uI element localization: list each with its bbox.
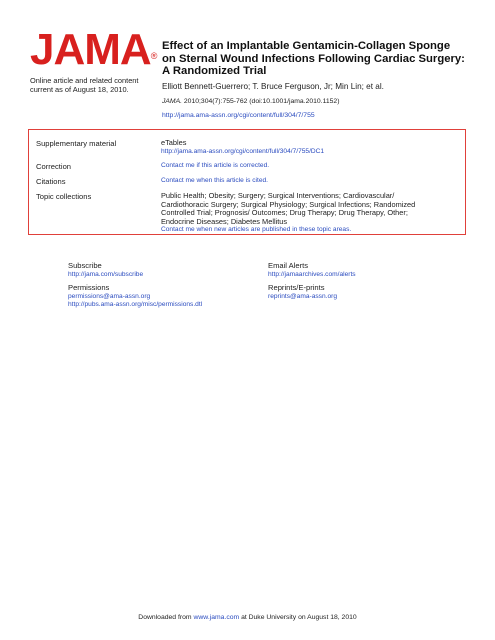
download-footer (0, 614, 495, 621)
footer-site-link[interactable]: www.jama.com (193, 614, 240, 621)
citations-link[interactable]: Contact me when this article is cited. (161, 177, 269, 184)
reprints-block (268, 284, 337, 301)
article-authors: Elliott Bennett-Guerrero; T. Bruce Ferguson, Jr; Min Lin; et al. (162, 82, 384, 91)
citations-body (161, 177, 461, 186)
email-alerts-label: Email Alerts (268, 261, 309, 270)
title-line: A Randomized Trial (162, 65, 267, 78)
registered-mark: ® (150, 51, 158, 61)
permissions-block (68, 284, 202, 309)
subscribe-link[interactable]: http://jama.com/subscribe (68, 270, 144, 278)
permissions-email-link[interactable]: permissions@ama-assn.org (68, 292, 151, 300)
topics-line: Cardiothoracic Surgery; Surgical Physiology; Surgical Infections; Randomized (161, 199, 416, 209)
article-info-box (28, 129, 466, 235)
footer-suffix: at Duke University on August 18, 2010 (241, 614, 357, 621)
topics-body (161, 192, 461, 235)
email-alerts-block (268, 262, 356, 279)
supplementary-title: eTables (161, 138, 187, 147)
subscribe-block (68, 262, 143, 279)
citation-details: 2010;304(7):755-762 (doi:10.1001/jama.2010.1152) (183, 98, 340, 105)
permissions-url-link[interactable]: http://pubs.ama-assn.org/misc/permissions.dtl (68, 301, 203, 308)
permissions-label: Permissions (68, 283, 110, 292)
email-alerts-link[interactable]: http://jamaarchives.com/alerts (268, 270, 356, 278)
correction-link[interactable]: Contact me if this article is corrected. (161, 162, 270, 169)
journal-name: JAMA. (162, 98, 183, 105)
supplementary-link[interactable]: http://jama.ama-assn.org/cgi/content/full/304/7/755/DC1 (161, 147, 325, 155)
footer-prefix: Downloaded from (138, 614, 192, 621)
topics-label: Topic collections (36, 192, 92, 201)
correction-label: Correction (36, 162, 72, 171)
article-citation (162, 98, 482, 105)
subscribe-label: Subscribe (68, 261, 102, 270)
article-title (162, 40, 482, 78)
reprints-label: Reprints/E-prints (268, 283, 325, 292)
correction-body (161, 162, 461, 171)
title-line: on Sternal Wound Infections Following Cardiac Surgery: (162, 52, 465, 65)
topics-line: Endocrine Diseases; Diabetes Mellitus (161, 216, 288, 226)
online-note: Online article and related content current as of August 18, 2010. (30, 76, 139, 94)
supplementary-label: Supplementary material (36, 139, 117, 148)
logo-text: JAMA (30, 25, 151, 74)
jama-logo (30, 25, 158, 74)
topics-alert-link[interactable]: Contact me when new articles are published in these topic areas. (161, 226, 352, 234)
title-line: Effect of an Implantable Gentamicin-Collagen Sponge (162, 40, 451, 52)
reprints-link[interactable]: reprints@ama-assn.org (268, 292, 337, 300)
citations-label: Citations (36, 177, 66, 186)
topics-line: Public Health; Obesity; Surgery; Surgical Interventions; Cardiovascular/ (161, 191, 395, 200)
supplementary-body (161, 139, 461, 156)
topics-line: Controlled Trial; Prognosis/ Outcomes; Drug Therapy; Drug Therapy, Other; (161, 208, 408, 218)
article-url-link[interactable]: http://jama.ama-assn.org/cgi/content/full/304/7/755 (162, 112, 315, 119)
